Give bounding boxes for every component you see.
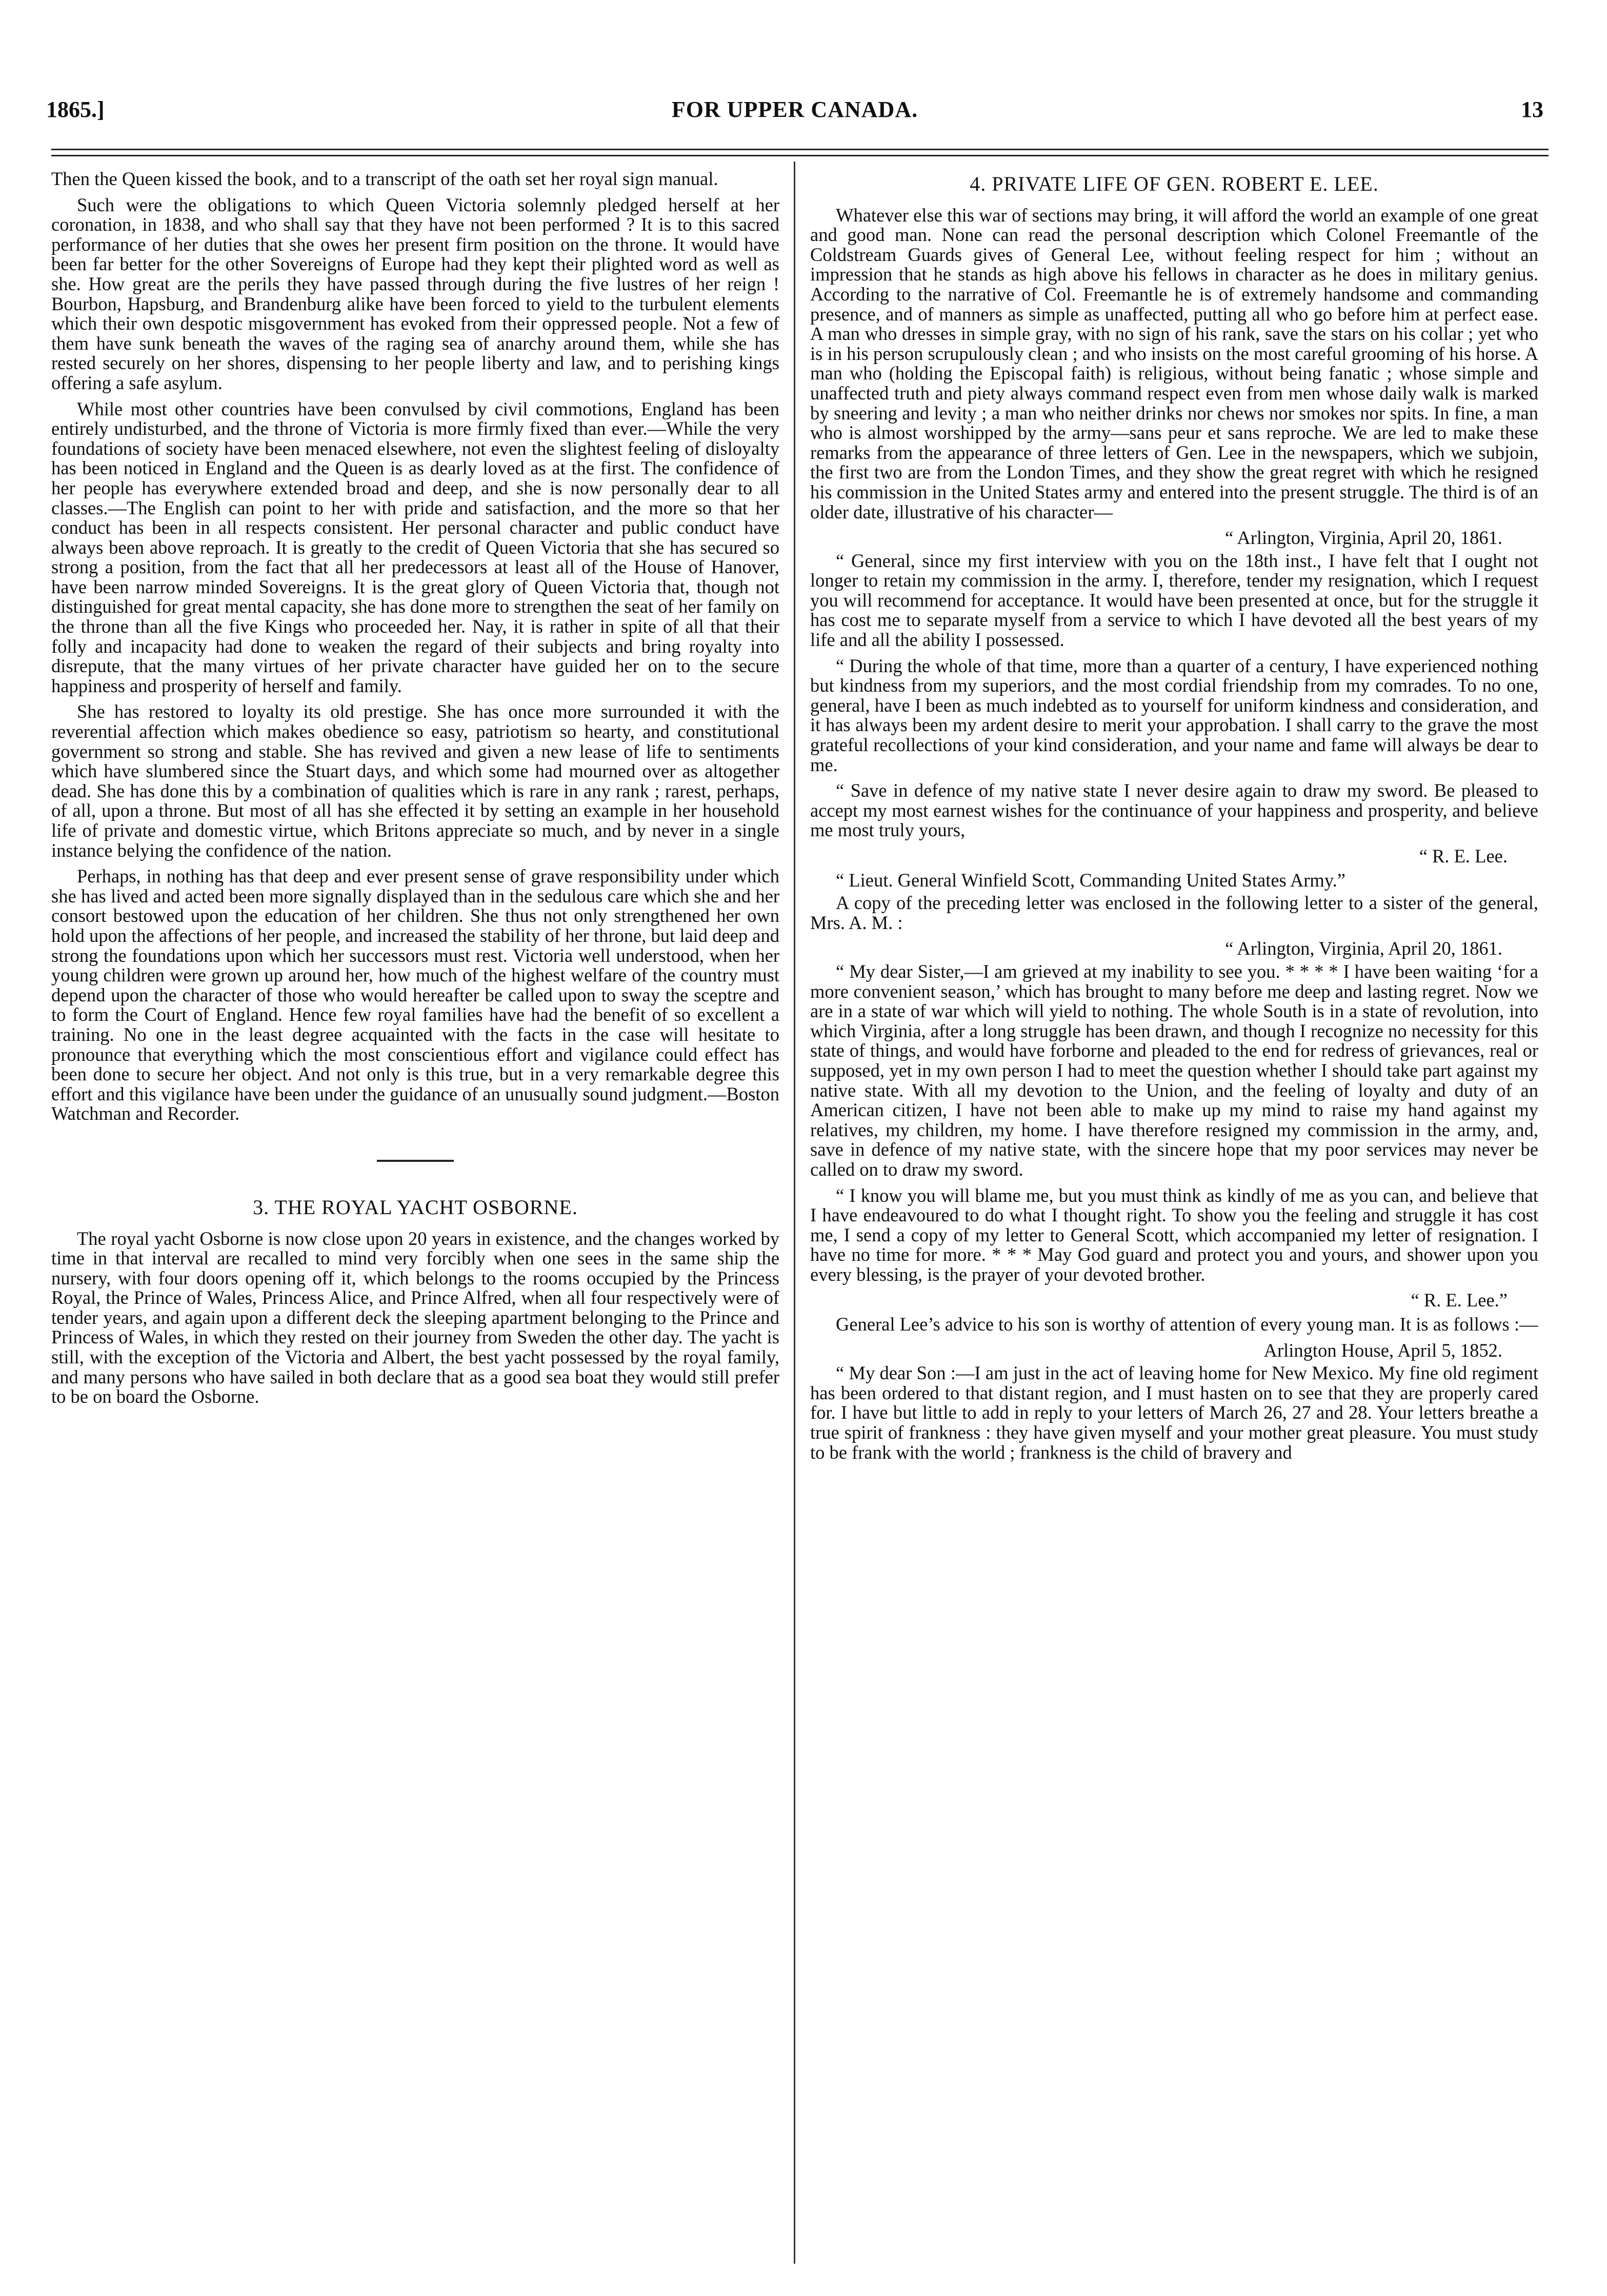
paragraph: Whatever else this war of sections may bring, it will afford the world an example of one great and good man. None can read the personal description which Colonel Freemantle of the Coldstream Guards gives of General Lee, without feeling respect for him ; without an impression that he stands as high above his fellows in character as he does in military genius. According to the narrative of Col. Freemantle he is of extremely handsome and commanding presence, and of manners as simple as unaffected, putting all who go before him at perfect ease. A man who dresses in simple gray, with no sign of his rank, save the stars on his collar ; yet who is in his person scrupulously clean ; and who insists on the most careful grooming of his horse. A man who (holding the Episcopal faith) is religious, without being fanatic ; whose simple and unaffected truth and piety always command respect even from men whose daily walk is marked by sneering and levity ; a man who neither drinks nor chews nor smokes nor spits. In fine, a man who is almost worshipped by the army—sans peur et sans reproche. We are led to make these remarks from the appearance of three letters of Gen. Lee in the newspapers, which we subjoin, the first two are from the London Times, and they show the great regret with which he resigned his commission in the United States army and entered into the present struggle. The third is of an older date, illustrative of his character— (810, 204, 1538, 522)
paragraph: Then the Queen kissed the book, and to a transcript of the oath set her royal sign manual. (51, 168, 718, 189)
letter-dateline: “ Arlington, Virginia, April 20, 1861. (1225, 527, 1502, 549)
page-number: 13 (1521, 97, 1543, 122)
right-column (810, 169, 1538, 1468)
header-title: FOR UPPER CANADA. (671, 97, 918, 122)
header-rule-top (51, 149, 1549, 150)
paragraph: General Lee’s advice to his son is worthy of attention of every young man. It is as follows :— (836, 1314, 1538, 1335)
paragraph: A copy of the preceding letter was enclosed in the following letter to a sister of the general, Mrs. A. M. : (810, 892, 1538, 933)
paragraph: Such were the obligations to which Queen Victoria solemnly pledged herself at her coronation, in 1838, and who shall say that they have not been performed ? It is to this sacred performance of her duties that she owes her present firm position on the throne. It would have been far better for the other Sovereigns of Europe had they kept their plighted word as well as she. How great are the perils they have passed through during the five lustres of her reign ! Bourbon, Hapsburg, and Brandenburg alike have been forced to yield to the turbulent elements which their own despotic misgovernment has evoked from their oppressed people. Not a few of them have sunk beneath the waves of the raging sea of anarchy around them, while she has rested securely on her shores, dispensing to her people liberty and law, and to perishing kings offering a safe asylum. (51, 194, 779, 393)
letter-dateline: Arlington House, April 5, 1852. (1263, 1339, 1502, 1361)
column-divider (794, 162, 795, 2264)
header-rule-bottom (51, 155, 1549, 156)
section-heading-lee: 4. PRIVATE LIFE OF GEN. ROBERT E. LEE. (970, 172, 1379, 195)
section-heading-royal-yacht: 3. THE ROYAL YACHT OSBORNE. (253, 1195, 578, 1219)
letter-paragraph: “ General, since my first interview with you on the 18th inst., I have felt that I ought not longer to retain my commission in the army. I, therefore, tender my resignation, which I request you will recommend for acceptance. It would have been presented at once, but for the struggle it has cost me to separate myself from a service to which I have devoted all the best years of my life and all the ability I possessed. (810, 550, 1538, 651)
letter-dateline: “ Arlington, Virginia, April 20, 1861. (1225, 938, 1502, 959)
letter-paragraph: “ Save in defence of my native state I never desire again to draw my sword. Be pleased to accept my most earnest wishes for the continuance of your happiness and prosperity, and believe me most truly yours, (810, 780, 1538, 841)
paragraph: While most other countries have been convulsed by civil commotions, England has been entirely undisturbed, and the throne of Victoria is more firmly fixed than ever.—While the very foundations of society have been menaced elsewhere, not even the slightest feeling of disloyalty has been noticed in England and the Queen is as dearly loved as at the first. The confidence of her people has everywhere extended broad and deep, and she is now personally dear to all classes.—The English can point to her with pride and satisfaction, and the more so that her conduct has been in all respects consistent. Her personal character and public conduct have always been above reproach. It is greatly to the credit of Queen Victoria that she has secured so strong a position, from the fact that all her predecessors at least all of the House of Hanover, have been narrow minded Sovereigns. It is the great glory of Queen Victoria that, though not distinguished for great mental capacity, she has done more to strengthen the seat of her family on the throne than all the five Kings who proceeded her. Nay, it is rather in spite of all that their folly and incapacity had done to weaken the regard of their subjects and bring royalty into disrepute, that the many virtues of her private character have guided her on to the secure happiness and prosperity of herself and family. (51, 398, 779, 696)
paragraph: The royal yacht Osborne is now close upon 20 years in existence, and the changes worked by time in that interval are recalled to mind very forcibly when one sees in the same ship the nursery, with four doors opening off it, which belongs to the rooms occupied by the Princess Royal, the Prince of Wales, Princess Alice, and Prince Alfred, when all four respectively were of tender years, and again upon a different deck the sleeping apartment belonging to the Prince and Princess of Wales, in which they rested on their journey from Sweden the other day. The yacht is still, with the exception of the Victoria and Albert, the best yacht possessed by the royal family, and many persons who have sailed in both declare that as a good sea boat they would still prefer to be on board the Osborne. (51, 1227, 779, 1407)
page-header (46, 96, 1543, 127)
letter-signature: “ R. E. Lee.” (1411, 1290, 1508, 1311)
left-column (51, 169, 779, 1413)
header-year: 1865.] (46, 97, 105, 122)
paragraph: Perhaps, in nothing has that deep and ever present sense of grave responsibility under which she has lived and acted been more signally displayed than in the sedulous care which she and her consort bestowed upon the education of her children. She thus not only strengthened her own hold upon the affections of her people, and increased the stability of her throne, but laid deep and strong the foundations upon which her successors must rest. Victoria well understood, when her young children were grown up around her, how much of the highest welfare of the country must depend upon the character of those who would hereafter be called upon to sway the sceptre and to form the Court of England. Hence few royal families have had the benefit of so excellent a training. No one in the least degree acquainted with the facts in the case will hesitate to pronounce that everything which the most conscientious effort and vigilance could effect has been done to secure her object. And not only is this true, but in a very remarkable degree this effort and this vigilance have been under the guidance of an unusually sound judgment.—Boston Watchman and Recorder. (51, 865, 779, 1124)
letter-paragraph: “ I know you will blame me, but you must think as kindly of me as you can, and believe that I have endeavoured to do what I thought right. To show you the feeling and struggle it has cost me, I send a copy of my letter to General Scott, which accompanied my letter of resignation. I have no time for more. * * * May God guard and protect you and yours, and shower upon you every blessing, is the prayer of your devoted brother. (810, 1184, 1538, 1285)
section-separator (377, 1160, 454, 1162)
letter-paragraph: “ My dear Son :—I am just in the act of leaving home for New Mexico. My fine old regiment has been ordered to that distant region, and I must hasten on to see that they are properly cared for. I have but little to add in reply to your letters of March 26, 27 and 28. Your letters breathe a true spirit of frankness : they have given myself and your mother great pleasure. You must study to be frank with the world ; frankness is the child of bravery and (810, 1362, 1538, 1463)
letter-paragraph: “ My dear Sister,—I am grieved at my inability to see you. * * * * I have been waiting ‘for a more convenient season,’ which has brought to many before me deep and lasting regret. Now we are in a state of war which will yield to nothing. The whole South is in a state of revolution, into which Virginia, after a long struggle has been drawn, and though I recognize no necessity for this state of things, and would have forborne and pleaded to the end for redress of grievances, real or supposed, yet in my own person I had to meet the question whether I should take part against my native state. With all my devotion to the Union, and the feeling of loyalty and duty of an American citizen, I have not been able to make up my mind to raise my hand against my relatives, my children, my home. I have therefore resigned my commission in the army, and, save in defence of my native state, with the sincere hope that my poor services may never be called on to draw my sword. (810, 960, 1538, 1180)
letter-paragraph: “ During the whole of that time, more than a quarter of a century, I have experienced nothing but kindness from my superiors, and the most cordial friendship from my comrades. To no one, general, have I been as much indebted as to yourself for uniform kindness and consideration, and it has always been my ardent desire to merit your approbation. I shall carry to the grave the most grateful recollections of your kind consideration, and your name and fame will always be dear to me. (810, 655, 1538, 775)
paragraph: She has restored to loyalty its old prestige. She has once more surrounded it with the reverential affection which makes obedience so easy, patriotism so hearty, and constitutional government so strong and stable. She has revived and given a new lease of life to sentiments which have slumbered since the Stuart days, and which some had mourned over as altogether dead. She has done this by a combination of qualities which is rare in any rank ; rarest, perhaps, of all, upon a throne. But most of all has she effected it by setting an example in her household life of private and domestic virtue, which Britons appreciate so much, and by never in a single instance belying the confidence of the nation. (51, 701, 779, 861)
letter-signature: “ R. E. Lee. (1419, 845, 1508, 867)
letter-addressee: “ Lieut. General Winfield Scott, Commanding United States Army.” (836, 869, 1345, 891)
